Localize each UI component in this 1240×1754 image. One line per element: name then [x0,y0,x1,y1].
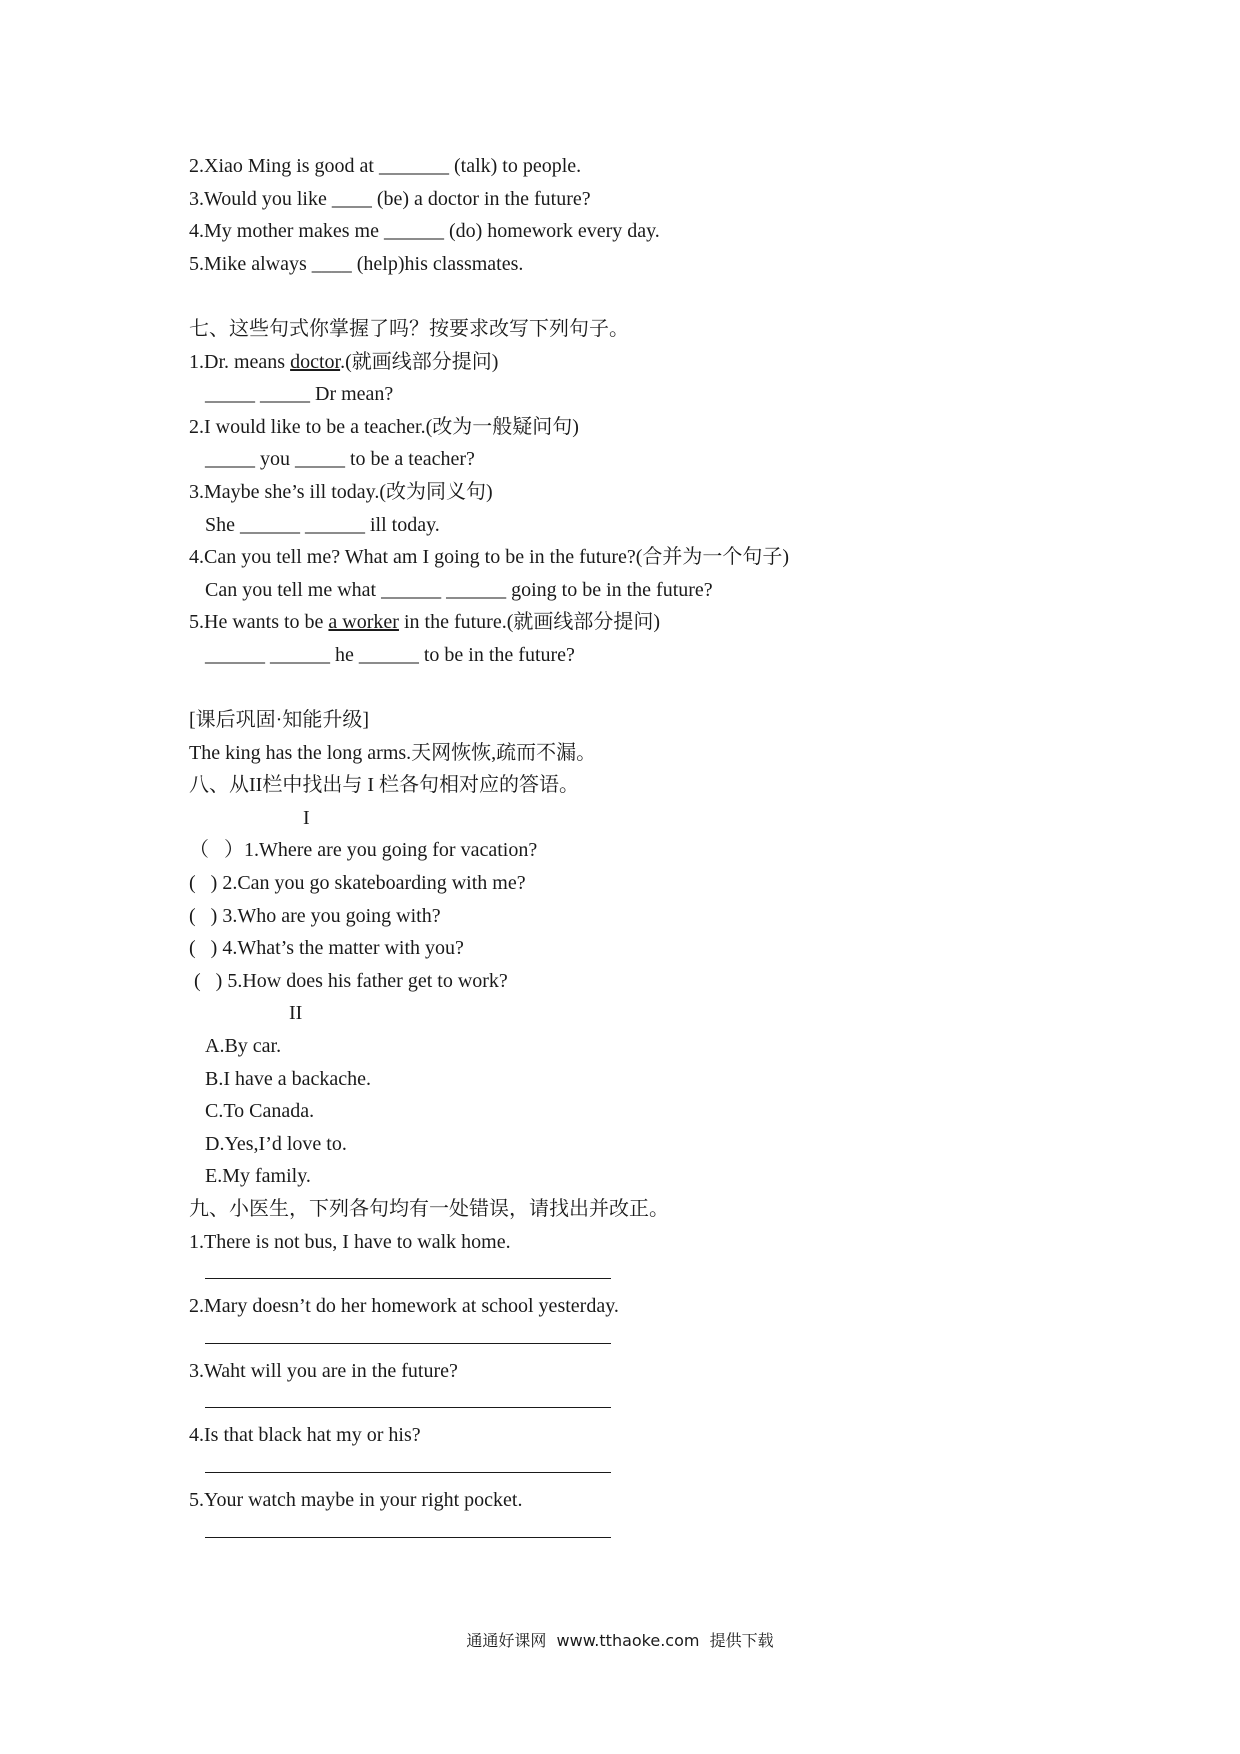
s9-item-4: 4.Is that black hat my or his? [189,1424,421,1447]
s8-col1-item: ( ) 4.What’s the matter with you? [189,937,464,960]
footer-text: 通通好课网 www.tthaoke.com 提供下载 [466,1631,774,1650]
s9-item-2: 2.Mary doesn’t do her homework at school yesterday. [189,1295,619,1318]
s6-item-3: 3.Would you like ____ (be) a doctor in the future? [189,187,591,210]
s7-q1-answer: _____ _____ Dr mean? [205,383,394,406]
s6-item-5: 5.Mike always ____ (help)his classmates. [189,252,524,275]
answer-line [205,1407,611,1408]
answer-line [205,1537,611,1538]
s7-q4-answer: Can you tell me what ______ ______ going to be in the future? [205,578,713,601]
s7-q5-post: in the future.(就画线部分提问) [398,611,661,634]
worksheet-body [189,150,1089,1549]
s8-col2-item: E.My family. [205,1165,311,1188]
s9-item-5: 5.Your watch maybe in your right pocket. [189,1488,523,1511]
s8-col1-item: ( ) 3.Who are you going with? [189,904,441,927]
s7-q5-pre: 5.He wants to be [189,611,329,634]
section9-heading: 九、小医生，下列各句均有一处错误，请找出并改正。 [189,1198,669,1220]
s7-q5-underlined: a worker [328,611,399,634]
s7-q1-pre: 1.Dr. means [189,350,291,373]
s8-col2-item: D.Yes,I’d love to. [205,1132,347,1155]
s7-q5 [189,606,1089,639]
s7-q5-answer: ______ ______ he ______ to be in the future? [205,643,575,666]
answer-line [205,1278,611,1279]
s7-q3: 3.Maybe she’s ill today.(改为同义句) [189,480,493,503]
s7-q2: 2.I would like to be a teacher.(改为一般疑问句) [189,415,579,438]
s8-col1-item: （ ）1.Where are you going for vacation? [189,839,538,862]
s8-col2-item: B.I have a backache. [205,1067,372,1090]
s7-q1 [189,346,1089,379]
page-footer [0,1628,1240,1651]
s7-q1-post: .(就画线部分提问) [340,350,499,373]
s6-item-4: 4.My mother makes me ______ (do) homework every day. [189,220,660,243]
s9-item-1: 1.There is not bus, I have to walk home. [189,1230,511,1253]
answer-line [205,1472,611,1473]
s8-col2-item: A.By car. [205,1035,282,1058]
column-i-label: I [303,806,310,829]
s7-q4: 4.Can you tell me? What am I going to be in the future?(合并为一个句子) [189,546,790,569]
s6-item-2: 2.Xiao Ming is good at _______ (talk) to people. [189,155,582,177]
spacer [189,672,1089,705]
column-ii-label: II [289,1002,303,1025]
s9-item-3: 3.Waht will you are in the future? [189,1359,458,1382]
s7-q2-answer: _____ you _____ to be a teacher? [205,448,475,471]
answer-line [205,1343,611,1344]
s7-q1-underlined: doctor [290,350,341,373]
s8-col2-item: C.To Canada. [205,1100,315,1123]
s8-col1-item: ( ) 5.How does his father get to work? [189,969,508,992]
spacer [189,280,1089,313]
after-class-title: [课后巩固·知能升级] [189,709,369,732]
s7-q3-answer: She ______ ______ ill today. [205,513,440,536]
section8-heading: 八、从II栏中找出与 I 栏各句相对应的答语。 [189,774,579,797]
s8-col1-item: ( ) 2.Can you go skateboarding with me? [189,872,526,895]
proverb: The king has the long arms.天网恢恢,疏而不漏。 [189,741,597,764]
section7-heading: 七、这些句式你掌握了吗？按要求改写下列句子。 [189,317,629,340]
